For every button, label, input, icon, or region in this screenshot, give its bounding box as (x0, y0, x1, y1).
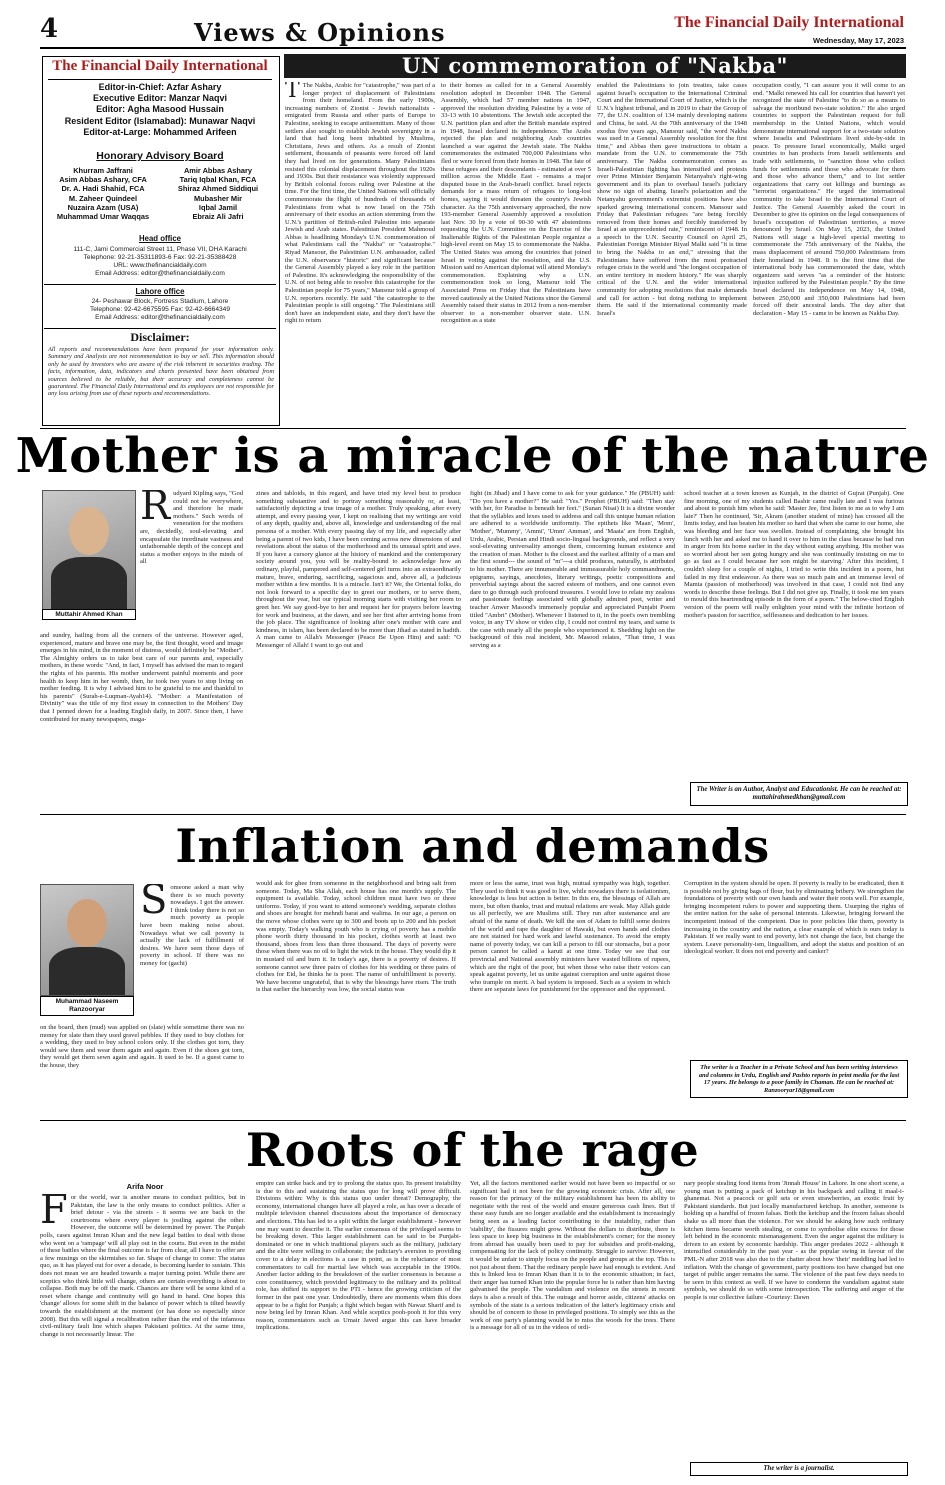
head-office-address (44, 246, 276, 278)
roots-text: empire can strike back and try to prolong the status quo. Its present instability is due to this and sustaining the status quo for long will prove difficult. Divisions within: Why is this status quo under threat? Demography, the economy, international changes have all played a role, as has over a decade of multiple television channel discussions about the importance of democracy and elections. This has led to a split within the larger establishment - however one may want to describe it. The earlier consensus of the privileged seems to be breaking down. This larger establishment can be said to be Punjabi-dominated or one in which traditional players such as the military, judiciary and the elite were willing to collaborate; the judiciary's aversion to providing cover to a delay in elections is a case in point, as is the reluctance of most commentators to call for martial law which was acceptable in the 1990s. Another factor adding to the breakdown of the earlier consensus is because a core constituency, which provided legitimacy to the military and its political role, has shifted its support to the PTI - hence the growing criticism of the former in the past one year. Undoubtedly, there are moments when this does appear to be a fight for Punjab; a fight which began with Nawaz Sharif and is now being led by Imran Khan. And while sceptics pooh-pooh it for this very reason, commentators such as Umair Javed argue this can have broader implications. (256, 1180, 461, 1332)
nakba-headline-text: UN commemoration of "Nakba" (402, 53, 788, 78)
mother-column-1 (40, 632, 243, 804)
advisor: Iqbal Jamil (198, 202, 238, 212)
roots-column-1 (40, 1194, 245, 1472)
inflation-text: more or less the same, trust was high, mutual sympathy was high, together. They used to think it was good to live, while nowadays there is isolationism, knowledge is less but action is better. In this era, the blessings of Allah are more, but often thanks, trust and mutual relations are weak. May Allah guide us all perfectly, we are Muslims still. They run after sustenance and are afraid of the name of death. We kill the son of Adam to fulfill some desires of the world and rape the daughter of Hawaki, but even hands and clothes are not stained for hard work and lawful sustenance. To avoid the empty name of poverty today, we can kill a person to fill our stomachs, but a poor person cannot be called a karuti at one time. Today we see that our provincial and National assembly ministers have wasted billions of rupees, which are the right of the poor, but when those who raise their voices can speak against poverty, let us unite against corruption and unite against those who trample on merit. A bad system is imposed. Such as a system in which there are separate laws for punishment for the oppressor and the oppressed. (470, 880, 670, 994)
advisor: Mubasher Mir (193, 193, 243, 203)
roots-column-2 (256, 1180, 461, 1472)
nakba-column-3 (597, 82, 747, 424)
inflation-text: omeone asked a man why there is so much poverty nowadays. I got the answer. I think today there is not so much poverty as people have been making noise about. Nowadays what we call poverty is actually the lack of fulfillment of desires. We have seen those days of poverty in school. If there was no money for (gachi) (140, 884, 244, 967)
advisor: Muhammad Umar Waqqas (56, 212, 150, 222)
nakba-text: The Nakba, Arabic for "catastrophe," was part of a longer project of displacement of Palestinians from their homeland. From the early 1900s, increasing numbers of Zionist - Jewish nationalists - emigrated from Russia and other parts of Europe to Palestine, seeking to escape antisemitism. Many of those settlers also sought to establish Jewish sovereignty in a land that had long been inhabited by Muslims, Christians, Jews and others. As a result of Zionist settlement, thousands of peasants were forced off land they had lived on for generations. Many Palestinians resisted this colonial displacement throughout the 1920s and 1930s. But their resistance was violently suppressed by British colonial forces ruling over Palestine at the time. For the first time, the United Nations will officially commemorate the flight of hundreds of thousands of Palestinians from what is now Israel on the 75th anniversary of their exodus an action stemming from the U.N.'s partition of British-ruled Palestine into separate Jewish and Arab states. Palestinian President Mahmoud Abbas is headlining Monday's U.N. commemoration of what Palestinians call the "Nakba" or "catastrophe." Riyad Mansour, the Palestinian U.N. ambassador, called the U.N. observance "historic" and significant because the General Assembly played a key role in the partition of Palestine. It's acknowledging the responsibility of the U.N. of not being able to resolve this catastrophe for the Palestinian people for 75 years," Mansour told a group of U.N. reporters recently. He said "the catastrophe to the Palestinian people is still ongoing." The Palestinians still don't have an independent state, and they don't have the right to return (285, 82, 435, 325)
advisor: Shiraz Ahmed Siddiqui (177, 184, 259, 194)
inflation-column-2 (256, 880, 456, 1116)
author-caption: Muttahir Ahmed Khan (42, 609, 136, 620)
address-line: 24- Peshawar Block, Fortress Stadium, Lahore (91, 298, 229, 305)
address-line: Email Address: editor@thefinancialdaily.com (95, 270, 225, 277)
mother-text: fight (in Jihad) and I have come to ask for your guidance." He (PBUH) said: "Do you have a mother?" He said: "Yes." Prophet (PBUH) said: "Then stay with her, for Paradise is beneath her feet." (Sunan Nisai) It is a divine wonder that the syllables and lexes used to address and call this unique human relation are adhered to a worldwide uniformity. The epithets like 'Maan', 'Mom', 'Mother', 'Mummy', 'Ammi', 'Umm' Amman', and 'Maata' are from English, Urdu, Arabic, Persian and Hindi socio-lingual backgrounds, and reflect a very soul-elevating universality amongst them, concerning human existence and the creation of man. Mother is the closest and the earliest affinity of a man and the first sound--- the sound of "m"---a child produces, naturally, is attributed to his mother. There are innumerable and immeasurable holy commandments, epigrams, sayings, anecdotes, literary writings, poetic compositions and proverbial sayings about the sacred esteem of mothers, and one cannot even dare to go through such profound treasures. I would love to relate my zealous and passionate feelings associated with globally admired poet, writer and teacher Anwer Masood's immensely popular and appreciated Punjabi Poem titled "Ambri" (Mother). Whenever I listened to it, in the poet's own trembling voice, in any TV show or video clip, I could not control my tears, and same is the case with nearly all the people who experienced it. Shedding light on the background of this real incident, Mr. Masood relates, "That time, I was serving as a (470, 490, 675, 649)
masthead: The Financial Daily International (674, 14, 904, 31)
author-caption-line: Muhammad Naseem (55, 998, 119, 1005)
inflation-column-1-wrap (140, 884, 244, 1022)
lahore-office-address (44, 298, 276, 322)
disclaimer-divider (44, 328, 276, 329)
nakba-column-1 (285, 82, 435, 424)
lahore-office-title: Lahore office (135, 287, 185, 296)
inflation-text: on the board, then (mud) was applied on (slate) while sometime there was no money for slate then they used gravel pebbles. If they used to buy clothes for a wedding, they used to buy school colors only. If the clothes got torn, they would sew them and wear them again and again. Even if the shoes got torn, they would get them sewn again and again. It used to be. If a guest came to the house, they (40, 1024, 244, 1069)
staff-box-title: The Financial Daily International (52, 58, 268, 74)
author-face (67, 899, 107, 947)
author-shoulders (51, 557, 127, 609)
nakba-text: occupation costly, "I can assure you it will come to an end. "Malki renewed his call for countries that haven't yet recognized the state of Palestine "to do so as a means to salvage the moribund two-state solution." He also urged countries to support the Palestinian request for full membership in the United Nations, which would demonstrate international support for a two-state solution where Israelis and Palestinians lived side-by-side in peace. To pressure Israel economically, Malki urged countries to ban products from Israeli settlements and trade with settlements, to "sanction those who collect funds for settlements and those who advocate for them and those who advance them," and to list settler organizations that carry out killings and burnings as "terrorist organizations." He urged the international community to take Israel to the International Court of Justice. The General Assembly asked the court in December to give its opinion on the legal consequences of Israel's occupation of Palestinian territories, a move denounced by Israel. On May 15, 2023, the United Nations will stage a high-level special meeting to commemorate the 75th anniversary of the Nakba, the mass displacement of around 750,000 Palestinians from their homeland in 1948. It is the first time that the international body has commemorated the date, which organizers said serves "as a reminder of the historic injustice suffered by the Palestinian people." By the time Israel declared its independence on May 14, 1948, between 250,000 and 350,000 Palestinians had been forced off their ancestral lands. The day after that declaration - May 15 - came to be known as Nakba Day. (753, 82, 905, 317)
editor: Editor: Agha Masood Hussain (96, 104, 224, 115)
inflation-text: would ask for ghee from someone in the neighborhood and bring salt from someone. Today, Ma Sha Allah, each house has one month's supply. The equipment is available. Today, school children must have two or three uniforms. Today, if you want to attend someone's wedding, separate clothes and shoes are bought for mehndi barat and walima. In our age, a person on the move whose clothes were up to 300 and boots up to 200 and his pocket was empty. Today's walking youth who is crying of poverty has a mobile phone worth thirty thousand in his pocket, clothes worth at least two thousand, shoes from less than three thousand. The days of poverty were those when there was no oil to light the wick in the house. They would dip it in mustard oil and burn it. In today's age, there is a poverty of desires. If someone cannot sew three pairs of clothes for his wedding or three pairs of clothes for Eid, he thinks he is poor. The name of unfulfillment is poverty. We have become ungrateful, that is why the blessings have risen. The truth is that earlier the hierarchy was low, the social status was (256, 880, 456, 994)
author-photo-muttahir (42, 490, 136, 610)
advisory-right-list (160, 166, 276, 221)
inflation-column-1 (40, 1024, 244, 1116)
nakba-text: to their homes as called for in a General Assembly resolution adopted in December 1948. The General Assembly, which had 57 member nations in 1947, approved the resolution dividing Palestine by a vote of 33-13 with 10 abstentions. The Jewish side accepted the U.N. partition plan and after the British mandate expired in 1948, Israel declared its independence. The Arabs rejected the plan and neighboring Arab countries launched a war against the Jewish state. The Nakba commemorates the estimated 700,000 Palestinians who fled or were forced from their homes in 1948. The fate of these refugees and their descendants - estimated at over 5 million across the Middle East - remains a major disputed issue in the Arab-Israeli conflict. Israel rejects demands for a mass return of refugees to long-lost homes, saying it would threaten the country's Jewish character. As the 75th anniversary approached, the now 193-member General Assembly approved a resolution last Nov. 30 by a vote of 90-30 with 47 abstentions requesting the U.N. Committee on the Exercise of the Inalienable Rights of the Palestinian People organize a high-level event on May 15 to commemorate the Nakba. The United States was among the countries that joined Israel in voting against the resolution, and the U.S. Mission said no American diplomat will attend Monday's commemoration. Explaining why a U.N. commemoration took so long, Mansour told The Associated Press on Friday that the Palestinians have moved cautiously at the United Nations since the General Assembly raised their status in 2012 from a non-member observer to a non-member observer state. U.N. recognition as a state (441, 82, 591, 325)
author-photo-naseem (40, 884, 134, 996)
inflation-headline: Inflation and demands (175, 819, 770, 873)
author-shoulders (49, 947, 125, 995)
author-face (69, 507, 109, 555)
nakba-text: enabled the Palestinians to join treaties, take cases against Israel's occupation to the International Criminal Court and the International Court of Justice, which is the U.N.'s highest tribunal, and in 2019 to chair the Group of 77, the U.N. coalition of 134 mainly developing nations and China, he said. At the 70th anniversary of the 1948 exodus five years ago, Mansour said, "the word Nakba was used in a General Assembly resolution for the first time," and Abbas then gave instructions to obtain a mandate from the U.N. to commemorate the 75th anniversary. The Nakba commemoration comes as Israeli-Palestinian fighting has intensified and protests over Prime Minister Benjamin Netanyahu's right-wing government and its plan to overhaul Israel's judiciary show no sign of abating. Israel's polarization and the Netanyahu government's extremist positions have also sparked growing international concern. Mansour said Friday that Palestinian refugees "are being forcibly removed from their homes and forcibly transferred by Israel at an unprecedented rate," reminiscent of 1948. In a speech to the U.N. Security Council on April 25, Palestinian Foreign Minister Riyad Malki said "it is time to bring the Nakba to an end," stressing that the Palestinians have suffered from the most protracted refugee crisis in the world and "the longest occupation of an entire territory in modern history." He was sharply critical of the U.N. and the wider international community for adopting resolutions that make demands and call for action - but doing nothing to implement them. He said if the international community made Israel's (597, 82, 747, 317)
mother-column-3 (470, 490, 675, 804)
mother-text: udyard Kipling says, "God could not be everywhere, and therefore he made mothers." Such words of veneration for the mothers are, decidedly, soul-elevating and encapsulate the inordinate vastness and unfathomable depth of the concept and status a mother enjoys in the minds of all (140, 490, 243, 566)
mother-headline: Mother is a miracle of the nature (15, 428, 930, 484)
address-line: Telephone: 92-21-35311893-6 Fax: 92-21-35388428 (83, 254, 237, 261)
mother-dropcap: R (140, 490, 171, 529)
address-line: 111-C, Jami Commercial Street 11, Phase VII, DHA Karachi (73, 246, 247, 253)
head-office-title: Head office (138, 234, 182, 243)
mother-author-bio: The Writer is an Author, Analyst and Educationist. He can be reached at: muttahirahmedkhan@gmail.com (690, 782, 908, 806)
disclaimer-title: Disclaimer: (130, 330, 190, 344)
mother-text: zines and tabloids, in this regard, and have tried my level best to produce something substantive and to portray something reasonably or, at least, satisfactorily depicting a true image of a mother. Truly speaking, after every attempt, and every passing year, I kept on realising that my writings are void of any depth, quality and, above all, knowledge and understanding of the real persona of a mother. With every passing day of my life, and especially after being a parent of two kids, I have been coming across new dimensions of and revelations about the status of the motherhood and its unusual spirit and awe. If you have a cursory glance at the history of mankind and the contemporary society around you, you will be reality-bound to acknowledge how an ordinary, playful, pampered and self-centered girl turns into an extraordinarily mature, brave, enduring, sacrificing, sagacious and, above all, a judicious mother within a few months. It is a miracle. Isn't it? We, the Oriental folks, do not look forward to a specific day to greet our mothers, or to serve them, throughout the year, but our typical morning starts with visiting her room to greet her. We say good-bye to her and request her for prayers before leaving for work and business, at the dawn, and see her first after arriving home from the job place. The significance of looking after one's mother with care and kindness, in islam, has been declared to be more than Jihad as stated in hadith. A man came to Allah's Messenger (Peace Be Upon Him) and said: "O Messenger of Allah! I want to go out and (256, 490, 461, 649)
header-rule (40, 47, 906, 49)
advisor: Ebraiz Ali Jafri (192, 212, 244, 222)
mother-column-1-wrap (140, 490, 243, 630)
advisor: Khurram Jaffrani (73, 166, 133, 175)
advisor: Asim Abbas Ashary, CFA (59, 175, 147, 185)
roots-column-3 (470, 1180, 675, 1472)
inflation-text: Corruption in the system should be open. If poverty is really to be eradicated, then it is possible not by giving bags of flour, but by eliminating bribery. We strengthen the foundations of poverty with our own hands and water their roots well. For example, bringing incompetent rulers to power and supporting them. Usurping the rights of the entire nation for the sake of personal interests. Likewise, bringing forward the incompetent instead of the competent. Due to poor policies like them, poverty is increasing in the country and the nation, a clear example of which is ours today is Pakistan. If we really want to end poverty, let's not change the face, but change the system. Leave personality-ism, linguallism, and adopt the status and position of an ideological worker. It does not end poverty and canker? (684, 880, 904, 956)
office-divider (44, 284, 276, 285)
roots-text: or the world, war is another means to conduct politics, but in Pakistan, the law is the only means to conduct politics. After a brief detour - via the streets - it seems we are back to the courtrooms where every player is jostling against the other. However, the outcome will be determined by power. The Punjab polls, cases against Imran Khan and the new legal battles to deal with those who went on a 'rampage' will all play out in the courts. But even in the midst of these battles where the final outcome is far from clear, all I have to offer are a few musings on the skirmishes so far. Shape of change to come: The status quo, as it has played out for over a decade, is becoming harder to sustain. This does not mean we are headed towards a major turning point. While there are sceptics who think little will change, others are certain everything is about to collapse. Both may be off the mark. Chances are there will be some kind of a reset where change and continuity will go hand in hand. One hopes this 'change' allows for some shift in the balance of power which is tilted heavily towards the establishment at the moment (or has done so especially since 2008). But this will signal a recalibration rather than the end of the infamous civil-military fault line which shapes Pakistani politics. At the same time, change is not necessarily linear. The (40, 1194, 245, 1338)
roots-byline: Arifa Noor (126, 1182, 164, 1191)
roots-headline: Roots of the rage (245, 1123, 700, 1177)
roots-column-4 (684, 1180, 904, 1458)
editor-at-large: Editor-at-Large: Mohammed Arifeen (83, 126, 237, 137)
staff-editors (44, 82, 276, 138)
author-caption (40, 996, 134, 1016)
mother-text: and sundry, hailing from all the corners of the universe. However aged, experienced, mature and brave one may be, the first thought, word and image emerges in his mind, in the moment of distress, would definitely be "Mother". The Almighty orders us to take best care of our parents and, especially mothers, in these words: "And, in fact, I myself has advised the man to regard the rights of his parents. His mother underwent painful moments and poor health to keep him in her womb, then, he took two years to stop living on mother feeding. It is why I advised him to be grateful to me and thankful to his parents" (Surah-e-Luqman-Ayah14). "Mother: a Manifestation of Divinity" was the title of my first essay in connection to the Mothers' Day that I penned down for a leading English daily, in 2007. Since then, I have contributed for many newspapers, maga- (40, 632, 243, 723)
roots-author-bio: The writer is a journalist. (690, 1462, 908, 1476)
advisor: Nuzaira Azam (USA) (67, 202, 139, 212)
disclaimer-text: All reports and recommendations have been prepared for your information only. Summary and Analysts are not recommendation to buy or sell. This information should only be used by investors who are aware of the risk inherent in securities trading. The facts, information, data, indicators and charts presented have been obtained from sources believed to be reliable, but their accuracy and completeness cannot be guaranteed. The Financial Daily International and its employees are not responsible for any loss arising from use of these reports and recommendations. (48, 346, 274, 398)
section-title: Views & Opinions (194, 18, 446, 47)
editor-in-chief: Editor-in-Chief: Azfar Ashary (98, 82, 222, 92)
issue-date: Wednesday, May 17, 2023 (812, 36, 904, 45)
advisor: Amir Abbas Ashary (183, 166, 253, 175)
roots-text: Yet, all the factors mentioned earlier would not have been so impactful or so significant had it not been for the growing economic crisis. After all, one reason for the primacy of the military establishment has been its ability to negotiate with the rest of the world and ensure generous cash lines. But if these easy funds are no longer available and the establishment is increasingly being seen as a leading factor contributing to the instability, rather than 'stability', the fissures might grow. Without the dollars to distribute, there is less space to keep big business in the establishment's corner; for the money from abroad has usually been used to pay for subsidies and profit-making, compensating for the lack of policy continuity. Struggle to survive: However, it would be unfair to simply focus on the people and groups at the top. This is not just about them. That the ordinary people have had enough is evident. And this is linked less to Imran Khan than it is to the economic situation; in fact, their anger has turned Khan into the popular force he is rather than him having galvanised the people. The vandalism and violence on the streets in recent days is also a result of this. The outrage and horror aside, citizens' attacks on symbols of the state is a serious indication of the latter's legitimacy crisis and should be of concern to those in privileged positions. To simply see this as the work of one party's planning would be to miss the woods for the trees. There is a message for all of us in the videos of ordi- (470, 1180, 675, 1332)
advisory-board-title: Honorary Advisory Board (96, 150, 224, 162)
inflation-dropcap: S (140, 884, 168, 923)
advisor: M. Zaheer Quindeel (68, 193, 138, 203)
mother-column-2 (256, 490, 461, 804)
roots-dropcap: F (40, 1194, 68, 1233)
advisor: Tariq Iqbal Khan, FCA (179, 175, 257, 185)
nakba-headline (284, 54, 906, 78)
advisor: Dr. A. Hadi Shahid, FCA (61, 184, 145, 194)
mother-text: school teacher at a town known as Kunjah, in the district of Gujrat (Punjab). One fine morning, one of my students called Bashir came really late and I was furious and about to punish him when he said: 'Master Jee, first listen to me as to why I am late?' Then he continued, 'Sir, Akram (another student of mine) has crossed all the limits today, and has beaten his mother so hard that when she came to our home, she was bleeding and her face was swollen. Instead of complaining, she brought his lunch with her and asked me to hand it over to him in the class because he had run in anger from his home earlier in the day without eating anything. His mother was so worried about her son going hungry and she was continually insisting on me to go as fast as I could because her son might be starving.' After this incident, I couldn't sleep for a couple of nights, I tried to write this incident in a poem, but failed in my first endeavour. As there was so much pain and an immense level of Mamta (passion of motherhood) was involved in that case, I could not find any words to describe these feelings. But I did not give up. Finally, it took me ten years to mould this heartrending episode in the form of a poem." The below-cited English version of the poem will really enlighten your mind with the infinite horizon of mother's passion for sacrifice, selflessness and dedication to her issues. (684, 490, 904, 619)
page-number: 4 (40, 14, 59, 44)
nakba-column-4 (753, 82, 905, 424)
executive-editor: Executive Editor: Manzar Naqvi (92, 93, 228, 104)
inflation-author-bio: The writer is a Teacher in a Private School and has been writing interviews and columns in Urdu, English and Pashto reports in print media for the last 17 years. He belongs to a poor family in Chaman. He can be reached at: Ranzooryar18@gmail.com (690, 1060, 908, 1098)
address-line: Email Address: editor@thefinancialdaily.com (95, 314, 225, 321)
advisory-left-list (44, 166, 162, 221)
address-line: URL: www.thefinancialdaily.com (113, 262, 207, 269)
author-caption-line: Ranzooryar (69, 1006, 105, 1013)
inflation-column-4 (684, 880, 904, 1056)
section-rule (40, 814, 906, 815)
nakba-column-2 (441, 82, 591, 424)
address-line: Telephone: 92-42-6675595 Fax: 92-42-6664349 (89, 306, 231, 313)
roots-text: nary people stealing food items from 'Jinnah House' in Lahore. In one short scene, a young man is putting a pack of ketchup in his backpack and calling it maal-i-ghanemat. Not a peacock or golf sets or even strawberries, an exotic fruit by Pakistani standards. But just locally manufactured ketchup. In another, someone is holding up a handful of frozen falsas. Both the ketchup and the frozen falsas should shake us all more than the violence. For we should be asking how such ordinary kitchen items became worth stealing, or come to symbolise elite excess for those left behind in the economic mismanagement. Even the anger against the military is driven to an extent by economic hardship. This anger predates 2022 - although it intensified considerably in the past year - as the popular swing in favour of the PML-N after 2018 was also due to the chatter about how 'their' meddling had led to inflation. With the change of government, party positions too have changed but one target of public anger remains the same. The violence of the past few days needs to be seen in this context as well. If we have to condemn the vandalism against state symbols, we should do so with some introspection. The suffering and anger of the people is our collective failure -Courtesy: Dawn (684, 1180, 904, 1301)
nakba-dropcap: T (285, 82, 300, 103)
resident-editor: Resident Editor (Islamabad): Munawar Naqvi (64, 115, 256, 126)
staff-title-rule (48, 79, 272, 80)
inflation-column-3 (470, 880, 670, 1116)
mother-column-4 (684, 490, 904, 776)
